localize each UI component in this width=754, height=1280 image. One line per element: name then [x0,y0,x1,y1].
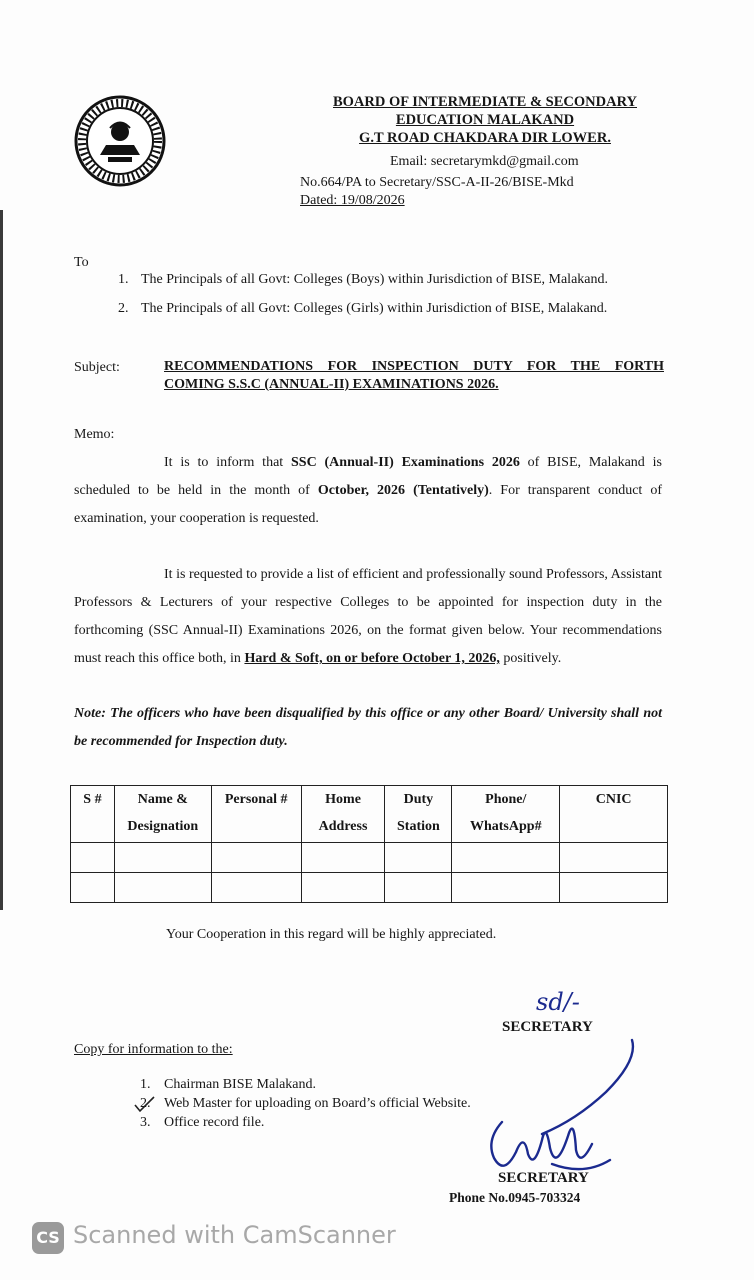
copy-item-text: Chairman BISE Malakand. [164,1077,317,1092]
recipient-text: The Principals of all Govt: Colleges (Boys) within Jurisdiction of BISE, Malakand. [141,272,608,287]
col-header-name [114,786,211,843]
table-cell [560,873,668,903]
copy-item-number: 2. [140,1096,151,1111]
copy-item-number: 1. [140,1077,151,1092]
header-text: Phone/ [485,792,527,807]
col-header-station [385,786,452,843]
table-cell [114,873,211,903]
copy-label: Copy for information to the: [74,1042,233,1057]
board-name-line1: BOARD OF INTERMEDIATE & SECONDARY [332,94,637,110]
copy-item-text: Web Master for uploading on Board’s official Website. [164,1096,471,1111]
header-text: Home [325,792,361,807]
header-text: CNIC [595,792,632,807]
camscanner-logo-icon: CS [32,1222,64,1254]
handwritten-signature-icon [480,1036,640,1186]
table-cell [385,843,452,873]
col-header-cnic [560,786,668,843]
table-cell [211,873,301,903]
reference-number: No.664/PA to Secretary/SSC-A-II-26/BISE-Mkd [300,175,574,190]
paragraph-1 [74,449,662,533]
para2-text: It is requested to provide a list of efficient and professionally sound Professors, Assistant Professors & Lecturers of your respective Colleges to be appointed for inspection duty in the forthcoming (SSC Annual-II) Examinations 2026, on the format given below. Your recommendations must reach this office both, in [74,567,662,666]
cooperation-text: Your Cooperation in this regard will be highly appreciated. [166,927,497,942]
para1-text: It is to inform that [164,455,291,470]
board-address: G.T ROAD CHAKDARA DIR LOWER. [359,130,611,146]
recommendation-table [70,785,668,903]
copy-item-text: Office record file. [164,1115,265,1130]
header-text: Station [397,819,440,834]
table-cell [452,843,560,873]
table-cell [211,843,301,873]
board-name-line2: EDUCATION MALAKAND [395,112,575,128]
table-cell [71,843,115,873]
subject-label: Subject: [74,360,120,375]
recipient-text: The Principals of all Govt: Colleges (Girls) within Jurisdiction of BISE, Malakand. [141,301,608,316]
para2-text: positively. [499,651,562,666]
paragraph-2 [74,561,662,673]
header-text: WhatsApp# [469,819,542,834]
table-cell [71,873,115,903]
memo-label: Memo: [74,427,115,442]
header-text: Name & [137,792,188,807]
copy-item-number: 3. [140,1115,151,1130]
scan-edge-shadow [0,210,3,910]
table-cell [301,873,385,903]
to-label: To [74,255,89,270]
col-header-serial [71,786,115,843]
header-text: S # [83,792,102,807]
para1-exam-month: October, 2026 (Tentatively) [317,483,489,498]
col-header-phone [452,786,560,843]
secretary-title-stamp: SECRETARY [498,1170,589,1186]
recipient-number: 2. [118,301,129,316]
col-header-personal [211,786,301,843]
table-cell [301,843,385,873]
table-cell [560,843,668,873]
header-text: Personal # [224,792,288,807]
sd-signature-mark: sd/- [536,988,580,1016]
phone-number: Phone No.0945-703324 [449,1190,581,1205]
note-text: Note: The officers who have been disqualified by this office or any other Board/ University shall not be recommended for Inspection duty. [74,706,662,749]
subject-line2: COMING S.S.C (ANNUAL-II) EXAMINATIONS 2026. [164,377,499,392]
para1-text: of BISE, Malakand is scheduled to be held in the month of [74,455,662,498]
table-header-row [71,786,668,843]
letter-date: Dated: 19/08/2026 [300,193,405,208]
col-header-address [301,786,385,843]
secretary-title: SECRETARY [502,1019,593,1035]
recipient-number: 1. [118,272,129,287]
header-text: Address [318,819,368,834]
board-name-block [300,93,670,147]
board-seal-logo [70,95,170,187]
subject-line1: RECOMMENDATIONS FOR INSPECTION DUTY FOR THE FORTH [164,359,664,374]
camscanner-watermark: Scanned with CamScanner [73,1221,396,1249]
header-text: Designation [127,819,199,834]
para2-deadline: Hard & Soft, on or before October 1, 2026, [244,651,500,666]
table-row [71,843,668,873]
para1-exam-name: SSC (Annual-II) Examinations 2026 [291,455,520,470]
para1-text: . For transparent conduct of examination, your cooperation is requested. [74,483,663,526]
table-cell [385,873,452,903]
board-email: Email: secretarymkd@gmail.com [390,154,579,169]
table-row [71,873,668,903]
table-cell [452,873,560,903]
header-text: Duty [403,792,434,807]
table-cell [114,843,211,873]
tick-mark-icon [132,1094,158,1114]
